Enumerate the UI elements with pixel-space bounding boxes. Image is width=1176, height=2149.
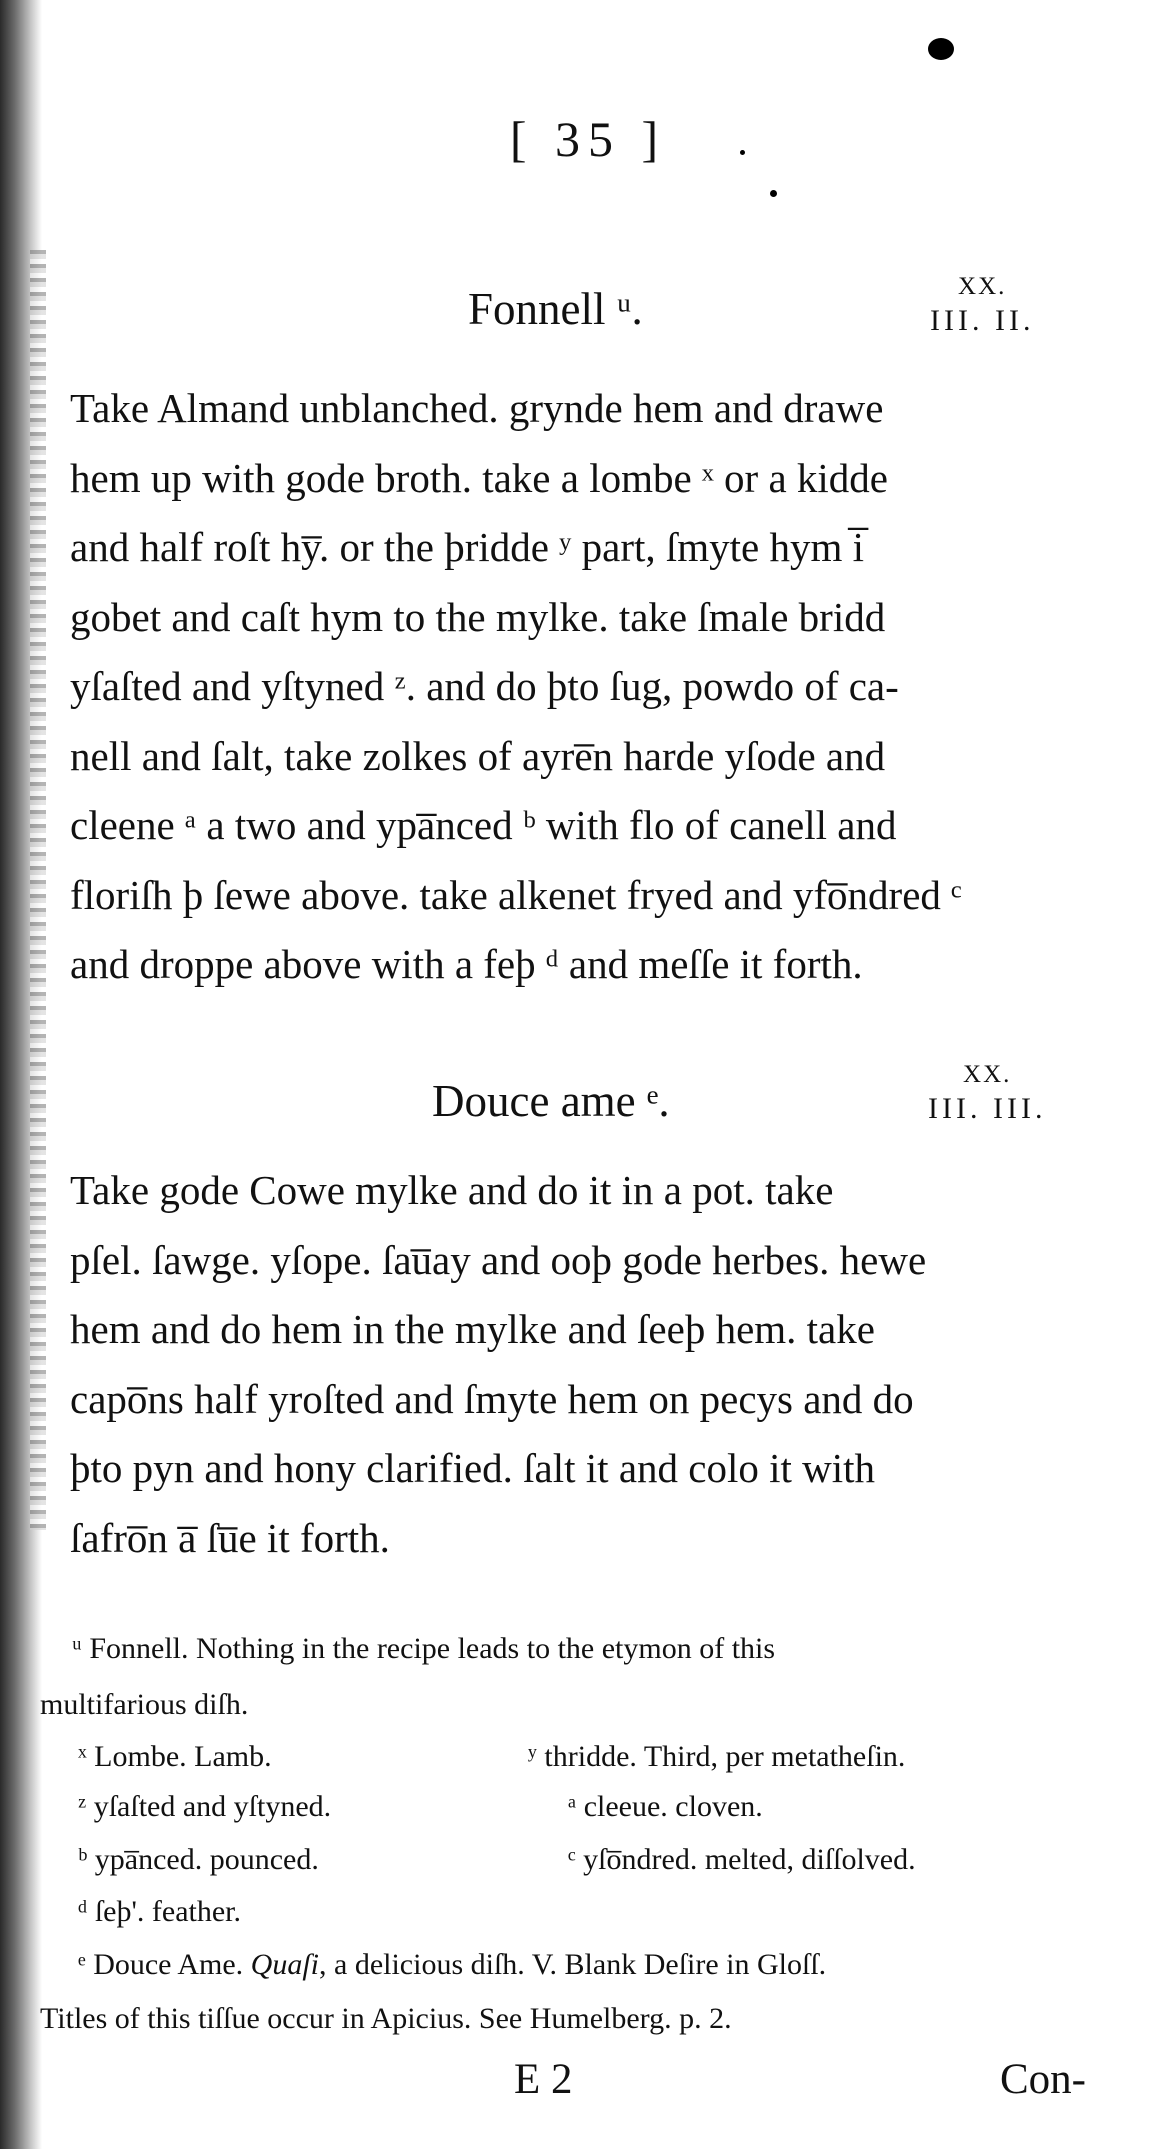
text-line: hem and do hem in the mylke and ſeeþ hem. take <box>70 1306 875 1352</box>
footnote-e-line1 <box>78 1948 1146 1982</box>
footnote-e-italic: Quaſi <box>250 1948 319 1981</box>
footnote-e-text: ᵉ Douce Ame. <box>78 1948 251 1981</box>
footnote-x: ˣ Lombe. Lamb. <box>78 1740 272 1773</box>
recipe-title-douce-ame: Douce ame ᵉ. <box>432 1076 670 1126</box>
text-line: yſaſted and yſtyned ᶻ. and do þto ſug, powdo of ca- <box>70 663 899 709</box>
footnote-u-line1: ᵘ Fonnell. Nothing in the recipe leads to the etymon of this <box>72 1632 776 1665</box>
text-line: capo̅ns half yroſted and ſmyte hem on pecys and do <box>70 1375 914 1422</box>
recipe-text-douce-ame <box>70 1156 1106 1573</box>
footnote-z: ᶻ yſaſted and yſtyned. <box>78 1790 332 1823</box>
recipe-number-top: XX. <box>963 1061 1012 1088</box>
text-line: Take Almand unblanched. grynde hem and drawe <box>70 385 884 431</box>
recipe-number-bottom: III. III. <box>928 1092 1047 1125</box>
recipe-number-top: XX. <box>958 273 1007 300</box>
footnote-e-line2: Titles of this tiſſue occur in Apicius. See Humelberg. p. 2. <box>40 2002 732 2035</box>
footnote-y: ʸ thridde. Third, per metatheſin. <box>528 1740 906 1773</box>
text-line: and droppe above with a feþ ᵈ and meſſe it forth. <box>70 941 863 987</box>
footnote-d: ᵈ ſeþ'. feather. <box>78 1895 241 1928</box>
text-line: nell and ſalt, take zolkes of ayre̅n harde yſode and <box>70 732 886 779</box>
recipe-number-fonnell <box>930 270 1034 338</box>
text-line: Take gode Cowe mylke and do it in a pot. take <box>70 1167 834 1213</box>
text-line: and half roſt hy̅. or the þridde ʸ part, ſmyte hym i̅ <box>70 524 865 570</box>
footnote-a: ᵃ cleeue. cloven. <box>568 1790 763 1823</box>
text-line: ſafro̅n a̅ ſu̅e it forth. <box>70 1514 390 1561</box>
text-line: þto pyn and hony clarified. ſalt it and colo it with <box>70 1445 876 1491</box>
text-line: hem up with gode broth. take a lombe ˣ or a kidde <box>70 454 888 501</box>
recipe-title-fonnell: Fonnell ᵘ. <box>468 284 643 334</box>
recipe-number-douce-ame <box>928 1058 1046 1126</box>
catchword: Con- <box>1000 2056 1086 2103</box>
recipe-text-fonnell <box>70 374 1106 1000</box>
footnote-b: ᵇ ypa̅nced. pounced. <box>78 1843 319 1876</box>
page-number: [ 35 ] <box>509 111 667 167</box>
footnote-e-text-rest: , a delicious diſh. V. Blank Deſire in Gloſſ. <box>319 1948 827 1981</box>
text-line: pſel. ſawge. yſope. ſau̅ay and ooþ gode herbes. hewe <box>70 1236 927 1283</box>
recipe-number-bottom: III. II. <box>930 304 1035 337</box>
footnote-c: ᶜ yſo̅ndred. melted, diſſolved. <box>568 1843 916 1876</box>
text-line: cleene ᵃ a two and ypa̅nced ᵇ with flo of canell and <box>70 802 897 848</box>
ink-blot <box>928 38 954 60</box>
text-line: gobet and caſt hym to the mylke. take ſmale bridd <box>70 593 886 640</box>
footnote-u-line2: multifarious diſh. <box>40 1688 249 1721</box>
ink-speck <box>770 190 777 197</box>
page-edge-texture <box>30 250 46 1530</box>
text-line: floriſh þ ſewe above. take alkenet fryed and yfo̅ndred ᶜ <box>70 871 962 918</box>
signature-mark: E 2 <box>514 2056 573 2103</box>
